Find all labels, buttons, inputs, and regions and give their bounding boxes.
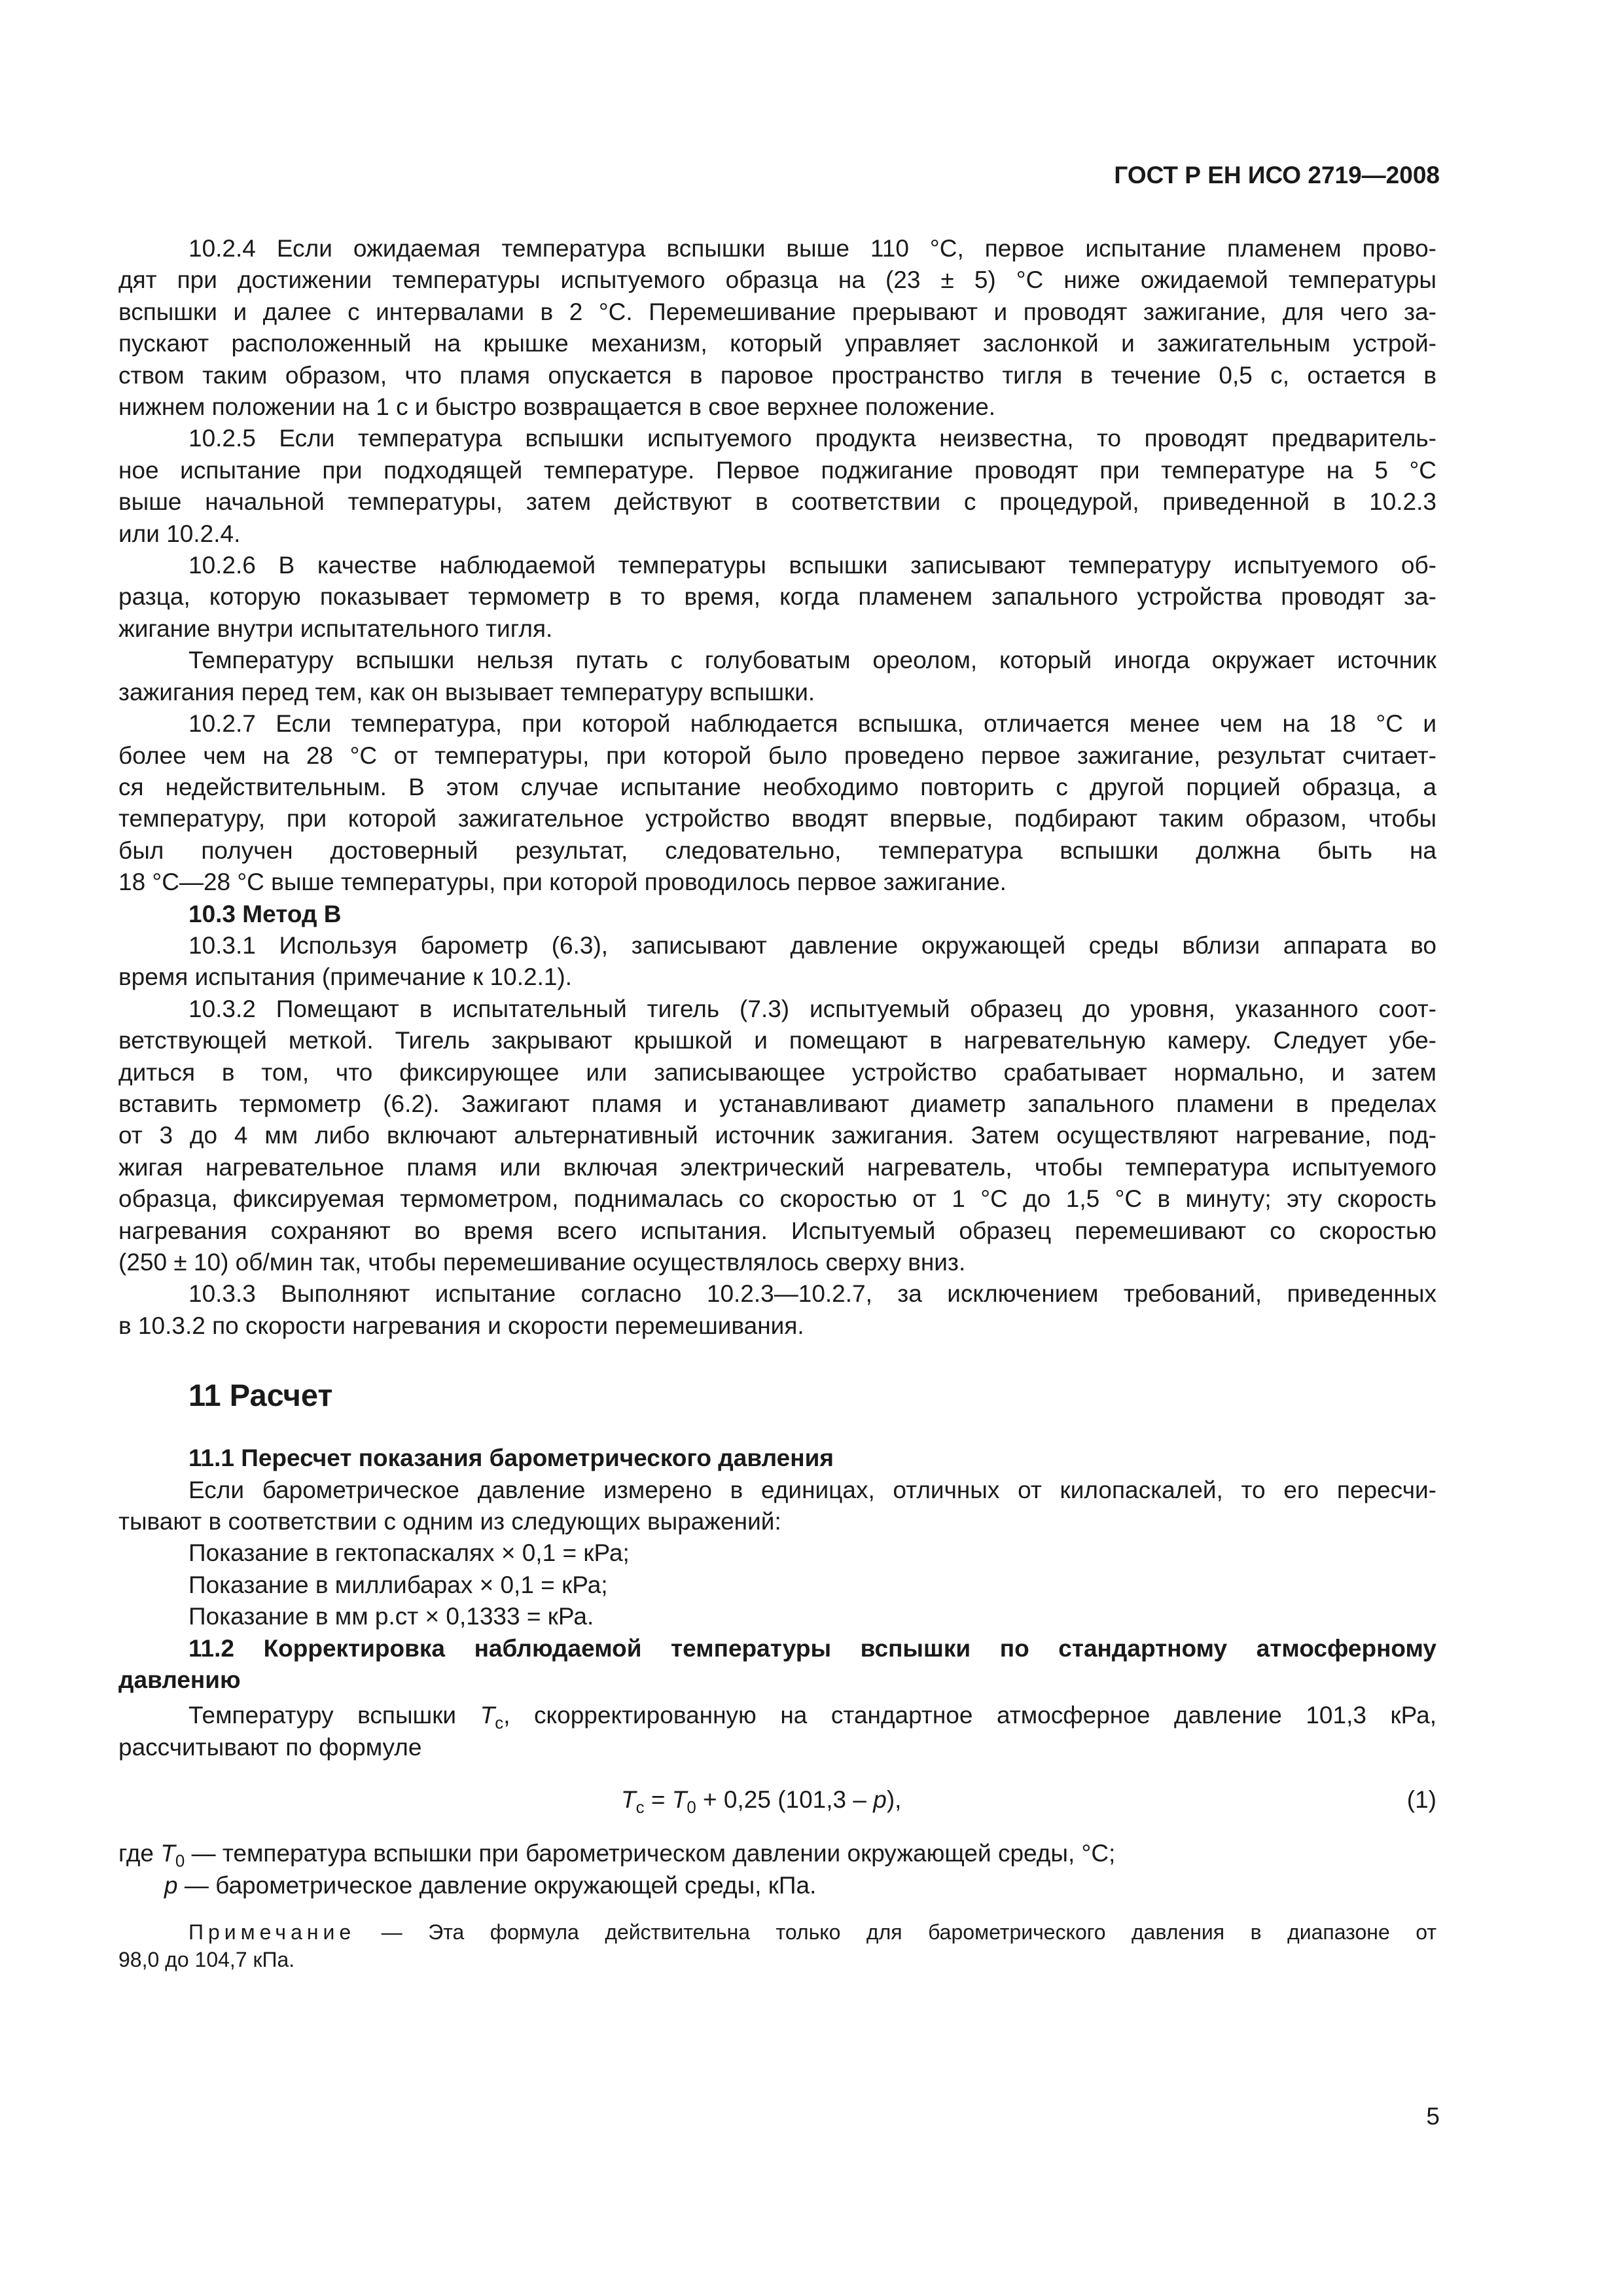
body-text (118, 233, 1436, 1973)
legend-t0: где $T_0$ — температура вспышки при барометрическом давлении окружающей среды, °С; (118, 1840, 1116, 1871)
formula-1 (118, 1782, 1436, 1818)
text-line: 10.3.3 Выполняют испытание согласно 10.2.3—10.2.7, за исключением требований, приведенных (188, 1280, 1436, 1308)
text-line: жигание внутри испытательного тигля. (118, 615, 553, 642)
subsection-heading: 10.3 Метод В (188, 900, 342, 927)
paragraph-10-2-6 (118, 550, 1436, 645)
text-line: Если барометрическое давление измерено в единицах, отличных от килопаскалей, то его пересчи- (188, 1476, 1436, 1503)
text-line: дят при достижении температуры испытуемого образца на (23 ± 5) °С ниже ожидаемой температуры (118, 266, 1436, 294)
text-line: диться в том, что фиксирующее или записывающее устройство срабатывает нормально, и затем (118, 1058, 1436, 1086)
legend-p: p — барометрическое давление окружающей среды, кПа. (164, 1871, 817, 1899)
conversion-list (118, 1537, 1436, 1632)
note-label: Примечание (188, 1920, 356, 1945)
text-line: 18 °С—28 °С выше температуры, при которой проводилось первое зажигание. (118, 869, 1007, 896)
paragraph-halo (118, 645, 1436, 708)
text-line: (250 ± 10) об/мин так, чтобы перемешивание осуществлялось сверху вниз. (118, 1249, 966, 1276)
text-line: пускают расположенный на крышке механизм, который управляет заслонкой и зажигательным устрой- (118, 330, 1436, 357)
paragraph-10-2-4 (118, 233, 1436, 423)
text-line: тывают в соответствии с одним из следующих выражений: (118, 1508, 781, 1535)
text-line: Температуру вспышки $T_c$, скорректированную на стандартное атмосферное давление 101,3 кРа, (188, 1702, 1436, 1733)
subsection-heading: 11.1 Пересчет показания барометрического давления (188, 1444, 834, 1472)
text-line: зажигания перед тем, как он вызывает температуру вспышки. (118, 678, 815, 706)
text-line: ветствующей меткой. Тигель закрывают крышкой и помещают в нагревательную камеру. Следует убе- (118, 1027, 1436, 1054)
text-line: 10.3.1 Используя барометр (6.3), записывают давление окружающей среды вблизи аппарата во (188, 931, 1436, 959)
conversion-item: Показание в мм р.ст × 0,1333 = кРа. (188, 1603, 594, 1630)
text-line: вставить термометр (6.2). Зажигают пламя и устанавливают диаметр запального пламени в пределах (118, 1090, 1436, 1117)
text-line: 10.2.7 Если температура, при которой наблюдается вспышка, отличается менее чем на 18 °С и (188, 710, 1436, 738)
paragraph-10-2-5 (118, 423, 1436, 550)
text-line: ное испытание при подходящей температуре. Первое поджигание проводят при температуре на 5 °С (118, 456, 1436, 484)
paragraph-10-3-1 (118, 930, 1436, 994)
paragraph-11-1 (118, 1475, 1436, 1538)
text-line: 10.2.6 В качестве наблюдаемой температуры вспышки записывают температуру испытуемого об- (188, 552, 1436, 579)
text-line: нижнем положении на 1 с и быстро возвращается в свое верхнее положение. (118, 393, 996, 421)
text-line: 10.2.4 Если ожидаемая температура вспышки выше 110 °С, первое испытание пламенем прово- (188, 235, 1436, 262)
text-line: 10.3.2 Помещают в испытательный тигель (7.3) испытуемый образец до уровня, указанного соот- (188, 995, 1436, 1022)
heading-10-3 (118, 899, 1436, 930)
text-line: Температуру вспышки нельзя путать с голубоватым ореолом, который иногда окружает источник (188, 647, 1436, 674)
text-line: или 10.2.4. (118, 520, 241, 547)
paragraph-11-2 (118, 1700, 1436, 1763)
subsection-heading: давлению (118, 1666, 241, 1694)
heading-11-2 (118, 1633, 1436, 1696)
text-line: рассчитывают по формуле (118, 1733, 422, 1761)
text-line: жигая нагревательное пламя или включая электрический нагреватель, чтобы температура испытуемого (118, 1153, 1436, 1181)
paragraph-10-3-3 (118, 1278, 1436, 1342)
note (118, 1918, 1436, 1973)
text-line: от 3 до 4 мм либо включают альтернативный источник зажигания. Затем осуществляют нагревание, под- (118, 1122, 1436, 1149)
text-line: более чем на 28 °С от температуры, при которой было проведено первое зажигание, результат считает- (118, 742, 1436, 769)
text-line: образца, фиксируемая термометром, поднималась со скоростью от 1 °С до 1,5 °С в минуту; эту скорость (118, 1185, 1436, 1213)
text-line: ся недействительным. В этом случае испытание необходимо повторить с другой порцией образца, а (118, 773, 1436, 800)
formula-expression: $T_c = T_0 + 0,25$ (101,3 – p), (621, 1786, 902, 1818)
subsection-heading: 11.2 Корректировка наблюдаемой температуры вспышки по стандартному атмосферному (188, 1634, 1436, 1662)
note-line: 98,0 до 104,7 кПа. (118, 1948, 295, 1972)
document-code: ГОСТ Р ЕН ИСО 2719—2008 (1114, 162, 1440, 188)
paragraph-10-2-7 (118, 708, 1436, 898)
formula-number: (1) (1406, 1786, 1436, 1814)
conversion-item: Показание в гектопаскалях × 0,1 = кРа; (188, 1539, 630, 1567)
paragraph-10-3-2 (118, 994, 1436, 1279)
text-line: разца, которую показывает термометр в то время, когда пламенем запального устройства проводят за- (118, 583, 1436, 611)
text-line: 10.2.5 Если температура вспышки испытуемого продукта неизвестна, то проводят предваритель- (188, 425, 1436, 452)
page-number: 5 (1426, 2103, 1440, 2130)
text-line: ством таким образом, что пламя опускается в паровое пространство тигля в течение 0,5 с, остается в (118, 361, 1436, 389)
text-line: время испытания (примечание к 10.2.1). (118, 963, 573, 991)
note-line: Примечание — Эта формула действительна только для барометрического давления в диапазоне от (188, 1920, 1436, 1945)
text-line: вспышки и далее с интервалами в 2 °С. Перемешивание прерывают и проводят зажигание, для чего за- (118, 298, 1436, 325)
text-line: был получен достоверный результат, следовательно, температура вспышки должна быть на (118, 836, 1436, 864)
heading-11-1 (118, 1443, 1436, 1474)
conversion-item: Показание в миллибарах × 0,1 = кРа; (188, 1571, 608, 1598)
text-line: выше начальной температуры, затем действуют в соответствии с процедурой, приведенной в 10.2.3 (118, 488, 1436, 516)
text-line: нагревания сохраняют во время всего испытания. Испытуемый образец перемешивают со скоростью (118, 1217, 1436, 1244)
text-line: температуру, при которой зажигательное устройство вводят впервые, подбирают таким образом, чтобы (118, 805, 1436, 833)
section-heading-11: 11 Расчет (188, 1378, 333, 1413)
text-line: в 10.3.2 по скорости нагревания и скорости перемешивания. (118, 1312, 804, 1339)
